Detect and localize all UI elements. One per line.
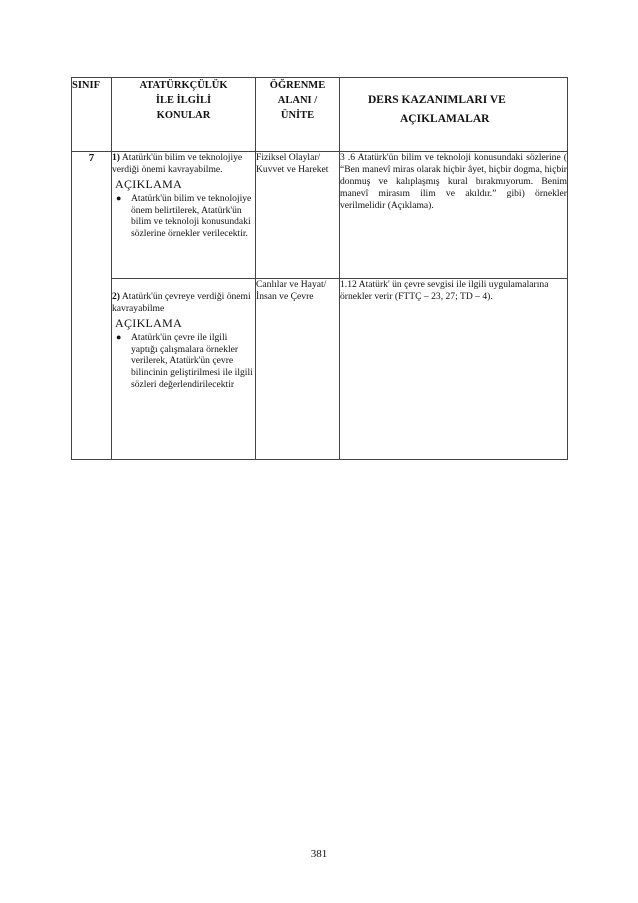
header-konular-line-1: ATATÜRKÇÜLÜK: [139, 80, 228, 91]
header-row: [72, 78, 568, 152]
bullet-text: Atatürk'ün bilim ve teknolojiye önem belirtilerek, Atatürk'ün bilim ve teknoloji konusundaki sözlerine örnekler verilecektir.: [131, 193, 252, 240]
subject-cell: [112, 152, 256, 279]
subject-text: Atatürk'ün bilim ve teknolojiye verdiği önemi kavrayabilme.: [112, 152, 243, 175]
bullet-item: [116, 332, 255, 391]
header-konular: [112, 78, 256, 152]
aciklama-heading: AÇIKLAMA: [115, 316, 183, 331]
header-ders-line-1: DERS KAZANIMLARI VE: [368, 94, 506, 106]
outcome-cell: 3 .6 Atatürk'ün bilim ve teknoloji konusundaki sözlerine ( “Ben manevî miras olarak hiçbir âyet, hiçbir dogma, hiçbir donmuş ve kalıplaşmış kural bırakmıyorum. Benim manevî mirasım ilim ve akıldır.” gibi) örnekler verilmelidir (Açıklama).: [340, 152, 568, 279]
header-ogrenme: [256, 78, 340, 152]
subject-number: 2): [112, 291, 120, 302]
header-ogrenme-line-2: ALANI /: [277, 95, 318, 107]
learning-area-cell: Fiziksel Olaylar/ Kuvvet ve Hareket: [256, 152, 340, 279]
aciklama-heading: AÇIKLAMA: [115, 177, 183, 192]
header-ogrenme-line-3: ÜNİTE: [280, 110, 315, 122]
header-ders-line-2: AÇIKLAMALAR: [400, 112, 490, 125]
table-row: [72, 152, 568, 279]
header-konular-line-2: İLE İLGİLİ: [155, 95, 212, 107]
curriculum-table: [71, 77, 568, 460]
bullet-item: [116, 193, 255, 240]
bullet-text: Atatürk'ün çevre ile ilgili yaptığı çalışmalara örnekler verilerek, Atatürk'ün çevre bilincinin geliştirilmesi ile ilgili sözleri değerlendirilecektir: [131, 332, 253, 390]
class-cell: 7: [72, 152, 112, 460]
header-ogrenme-line-1: ÖĞRENME: [269, 80, 326, 91]
subject-title: [112, 291, 255, 314]
header-sinif: SINIF: [72, 78, 112, 152]
subject-number: 1): [112, 152, 120, 163]
header-ders: [340, 78, 568, 152]
learning-area-cell: Canlılar ve Hayat/ İnsan ve Çevre: [256, 279, 340, 460]
subject-text: Atatürk'ün çevreye verdiği önemi kavrayabilme: [112, 291, 251, 314]
bullet-dot-icon: ●: [116, 193, 122, 204]
subject-cell: [112, 279, 256, 460]
page-number: 381: [310, 848, 328, 860]
subject-title: [112, 152, 255, 175]
header-konular-line-3: KONULAR: [156, 110, 211, 122]
bullet-dot-icon: ●: [116, 332, 122, 343]
outcome-cell: 1.12 Atatürk' ün çevre sevgisi ile ilgili uygulamalarına örnekler verir (FTTÇ – 23, 27; TD – 4).: [340, 279, 568, 460]
table-row: [72, 279, 568, 460]
